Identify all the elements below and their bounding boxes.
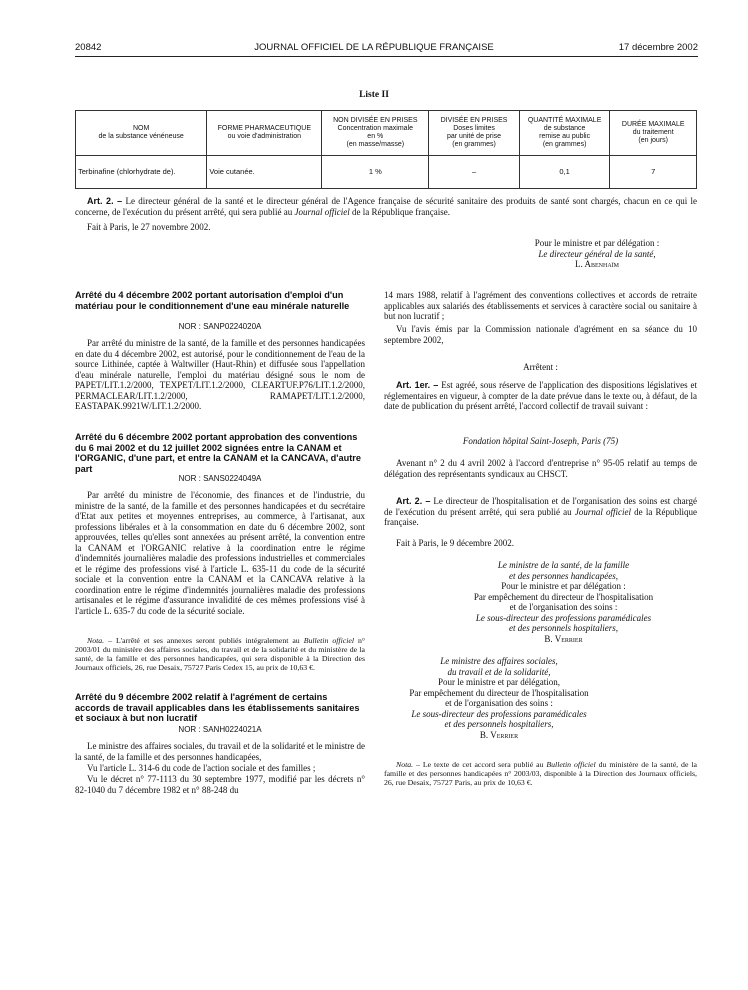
table-header-cell: QUANTITÉ MAXIMALE de substance remise au public (en grammes) — [519, 111, 610, 156]
table-row — [76, 156, 697, 189]
table-cell: Terbinafine (chlorhydrate de). — [76, 156, 207, 189]
arrete-3-preamble: Le ministre des affaires sociales, du travail et de la solidarité et le ministre de la santé, de la famille et des personnes handicapées, — [75, 741, 365, 762]
arrete-3-nor: NOR : SANH0224021A — [178, 725, 262, 734]
arrete-1-body: Par arrêté du ministre de la santé, de la famille et des personnes handicapées en date du 4 décembre 2002, est autorisé, pour le conditionnement de l'eau de la source Lithinée, captée à Waltwiller (Haut-Rhin) et diffusée sous l'appellation d'eau minérale naturelle, l'emploi du matériau désigné sous le nom de PAPET/LIT.1.2/2000, TEXPET/LIT.1.2/2000, CLEARTUF.P76/LIT.1.2/2000, PERMACLEAR/LIT.1.2/2000, RAMAPET/LIT.1.2/2000, EASTAPAK.9921W/LIT.1.2/2000. — [75, 338, 365, 411]
signature-block-2: Le ministre des affaires sociales, du travail et de la solidarité, Pour le ministre et par délégation, Par empêchement du directeur de l'hospitalisation et de l'organisation des soins : Le sous-directeur des professions paramédicales et des personnels hospitaliers, B. Verrier — [409, 656, 589, 740]
avenant: Avenant n° 2 du 4 avril 2002 à l'accord d'entreprise n° 95-05 relatif au temps de délégation des représentants syndicaux au CHSCT. — [384, 458, 697, 479]
fait-arrete-3: Fait à Paris, le 9 décembre 2002. — [396, 538, 514, 548]
signature-top: Pour le ministre et par délégation : Le directeur général de la santé, L. Abenhaïm — [534, 238, 660, 269]
table-header-cell: DIVISÉE EN PRISES Doses limites par unité de prise (en grammes) — [429, 111, 520, 156]
arrete-1-title: Arrêté du 4 décembre 2002 portant autorisation d'emploi d'un matériau pour le conditionnement d'une eau minérale naturelle — [75, 290, 350, 311]
arrete-3-vu-2: Vu le décret n° 77-1113 du 30 septembre 1977, modifié par les décrets n° 82-1040 du 7 décembre 1982 et n° 88-248 du — [75, 774, 365, 795]
table-cell: 1 % — [322, 156, 429, 189]
table-header-cell: DURÉE MAXIMALE du traitement (en jours) — [610, 111, 697, 156]
table-cell: – — [429, 156, 520, 189]
substance-table — [75, 110, 697, 189]
journal-title: JOURNAL OFFICIEL DE LA RÉPUBLIQUE FRANÇAISE — [254, 42, 494, 53]
table-header-cell: NON DIVISÉE EN PRISES Concentration maximale en % (en masse/masse) — [322, 111, 429, 156]
arrete-2-title: Arrêté du 6 décembre 2002 portant approbation des conventions du 6 mai 2002 et du 12 juillet 2002 signées entre la CANAM et l'ORGANIC, d'une part, et entre la CANAM et la CANCAVA, d'autre part — [75, 432, 361, 474]
table-header-cell: NOM de la substance vénéneuse — [76, 111, 207, 156]
arrete-3-vu-3: Vu l'avis émis par la Commission nationale d'agrément en sa séance du 10 septembre 2002, — [384, 324, 697, 345]
arrete-2-nota: Nota. – L'arrêté et ses annexes seront publiés intégralement au Bulletin officiel n° 2003/01 du ministère des affaires sociales, du travail et de la solidarité et du ministère de la santé, de la famille et des personnes handicapées, qui sera disponible à la Direction des Journaux officiels, 26, rue Desaix, 75727 Paris Cedex 15, au prix de 10,63 €. — [75, 636, 365, 672]
table-cell: Voie cutanée. — [207, 156, 322, 189]
arrete-2-nor: NOR : SANS0224049A — [178, 474, 262, 483]
arrete-2-body: Par arrêté du ministre de l'économie, des finances et de l'industrie, du ministre de la santé, de la famille et des personnes handicapées et du secrétaire d'Etat aux petites et moyennes entreprises, au commerce, à l'artisanat, aux professions libérales et à la consommation en date du 6 décembre 2002, sont approuvées, telles qu'elles sont annexées au présent arrêté, la convention entre la CANAM et l'ORGANIC relative à la coordination entre le régime d'indemnités journalières maladie des professions industrielles et commerciales et le régime des professions visé à l'article L. 635-11 du code de la sécurité sociale et la convention entre la CANAM et la CANCAVA relative à la coordination entre le régime d'indemnités journalières maladie des professions artisanales et le régime d'assurance invalidité de ces mêmes professions visé à l'article L. 635-7 du code de la sécurité sociale. — [75, 490, 365, 616]
table-cell: 0,1 — [519, 156, 610, 189]
header-rule — [75, 56, 698, 57]
page-number: 20842 — [75, 42, 102, 53]
arrete-3-article-2: Art. 2. – Le directeur de l'hospitalisation et de l'organisation des soins est chargé de l'exécution du présent arrêté, qui sera publié au Journal officiel de la République française. — [384, 496, 698, 527]
arrete-3-nota: Nota. – Le texte de cet accord sera publié au Bulletin officiel du ministère de la santé, de la famille et des personnes handicapées n° 2003/03, disponible à la Direction des Journaux officiels, 26, rue Desaix, 75727 Paris, au prix de 10,63 €. — [384, 760, 697, 787]
arrete-1-nor: NOR : SANP0224020A — [178, 322, 262, 331]
arrete-3-vu-2-cont: 14 mars 1988, relatif à l'agrément des conventions collectives et accords de retraite applicables aux salariés des établissements et services à caractère social ou sanitaire à but non lucratif ; — [384, 290, 697, 321]
liste-title: Liste II — [359, 90, 389, 100]
table-cell: 7 — [610, 156, 697, 189]
fait-top: Fait à Paris, le 27 novembre 2002. — [87, 222, 211, 232]
arretent: Arrêtent : — [523, 362, 558, 372]
article-2-top: Art. 2. – Le directeur général de la santé et le directeur général de l'Agence française de sécurité sanitaire des produits de santé sont chargés, chacun en ce qui le concerne, de l'exécution du présent arrêté, qui sera publié au Journal officiel de la République française. — [75, 196, 697, 217]
table-header-row — [76, 111, 697, 156]
issue-date: 17 décembre 2002 — [618, 42, 698, 53]
fondation-name: Fondation hôpital Saint-Joseph, Paris (75) — [462, 436, 619, 446]
table-header-cell: FORME PHARMACEUTIQUE ou voie d'administration — [207, 111, 322, 156]
arrete-3-title: Arrêté du 9 décembre 2002 relatif à l'agrément de certains accords de travail applicables dans les établissements sanitaires et sociaux à but non lucratif — [75, 692, 360, 723]
signature-block-1: Le ministre de la santé, de la famille et des personnes handicapées, Pour le ministre et par délégation : Par empêchement du directeur de l'hospitalisation et de l'organisation des soins : Le sous-directeur des professions paramédicales et des personnels hospitaliers, B. Verrier — [473, 560, 654, 644]
arrete-3-article-1: Art. 1er. – Est agréé, sous réserve de l'application des dispositions législatives et réglementaires en vigueur, à compter de la date prévue dans le texte ou, à défaut, de la date de publication du présent arrêté, l'accord collectif de travail suivant : — [384, 380, 698, 411]
arrete-3-vu-1: Vu l'article L. 314-6 du code de l'action sociale et des familles ; — [87, 763, 316, 773]
